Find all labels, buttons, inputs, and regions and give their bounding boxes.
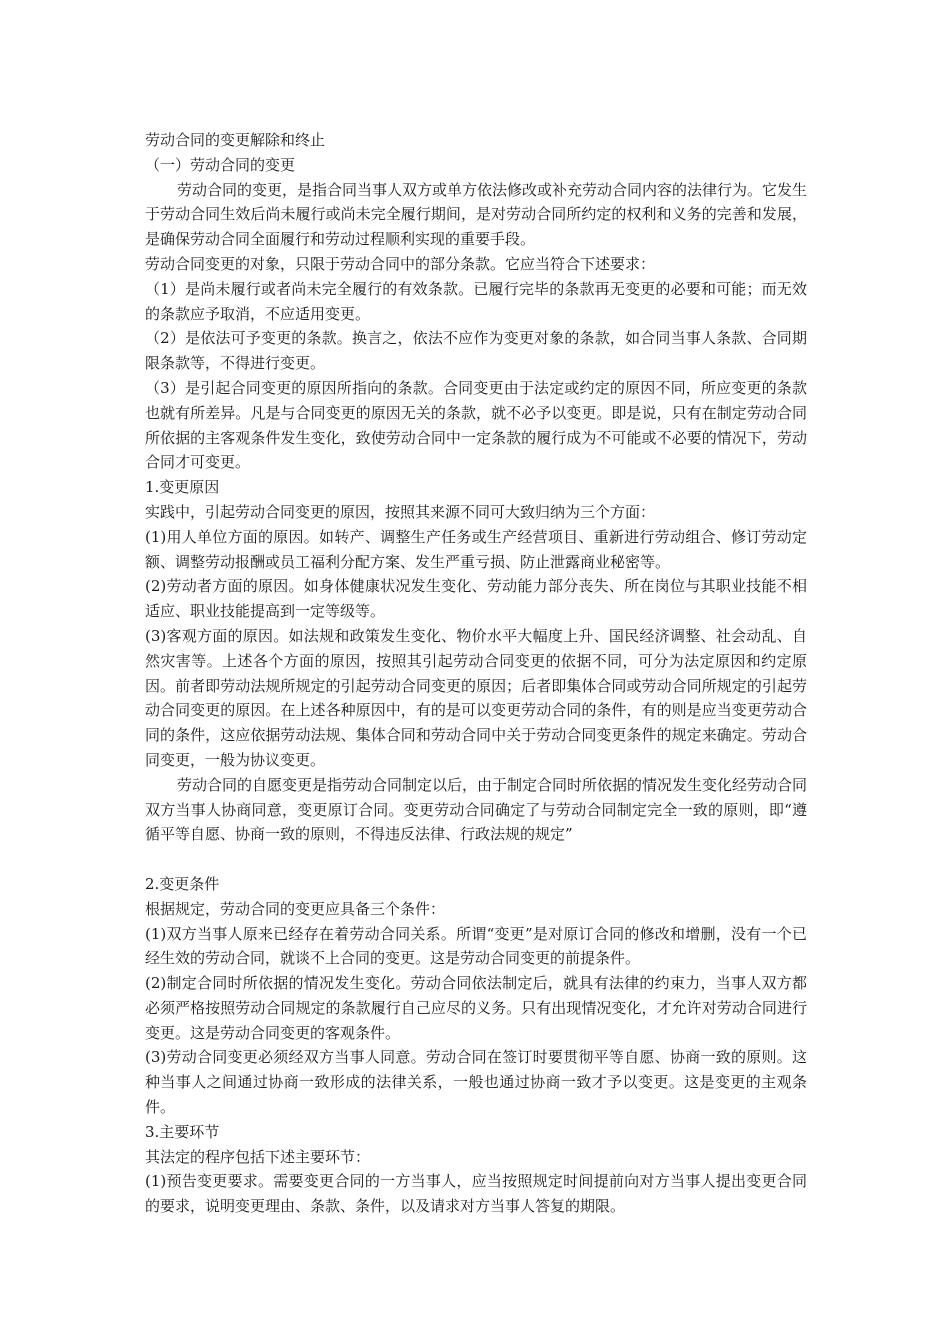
reason-item: (3)客观方面的原因。如法规和政策发生变化、物价水平大幅度上升、国民经济调整、社会动乱、自然灾害等。上述各个方面的原因，按照其引起劳动合同变更的依据不同，可分为法定原因和约定原因。前者即劳动法规所规定的引起劳动合同变更的原因；后者即集体合同或劳动合同所规定的引起劳动合同变更的原因。在上述各种原因中，有的是可以变更劳动合同的条件，有的则是应当变更劳动合同的条件，这应依据劳动法规、集体合同和劳动合同中关于劳动合同变更条件的规定来确定。劳动合同变更，一般为协议变更。	[145, 626, 807, 769]
condition-item: (2)制定合同时所依据的情况发生变化。劳动合同依法制定后，就具有法律的约束力，当事人双方都必须严格按照劳动合同规定的条款履行自己应尽的义务。只有出现情况变化，才允许对劳动合同进行变更。这是劳动合同变更的客观条件。	[145, 974, 807, 1042]
document-title: 劳动合同的变更解除和终止	[145, 131, 326, 149]
paragraph-steps-lead: 其法定的程序包括下述主要环节：	[145, 1147, 371, 1166]
reason-item: (2)劳动者方面的原因。如身体健康状况发生变化、劳动能力部分丧失、所在岗位与其职业技能不相适应、职业技能提高到一定等级等。	[145, 577, 807, 621]
document-body	[145, 128, 807, 1219]
requirement-item: （2）是依法可予变更的条款。换言之，依法不应作为变更对象的条款，如合同当事人条款、合同期限条款等，不得进行变更。	[145, 329, 807, 373]
paragraph-conditions-lead: 根据规定，劳动合同的变更应具备三个条件：	[145, 899, 446, 918]
reason-item: (1)用人单位方面的原因。如转产、调整生产任务或生产经营项目、重新进行劳动组合、修订劳动定额、调整劳动报酬或员工福利分配方案、发生严重亏损、防止泄露商业秘密等。	[145, 527, 807, 571]
paragraph-reasons-lead: 实践中，引起劳动合同变更的原因，按照其来源不同可大致归纳为三个方面：	[145, 502, 656, 521]
step-item: (1)预告变更要求。需要变更合同的一方当事人，应当按照规定时间提前向对方当事人提出变更合同的要求，说明变更理由、条款、条件，以及请求对方当事人答复的期限。	[145, 1172, 807, 1216]
subheading-reasons: 1.变更原因	[145, 478, 220, 497]
subheading-conditions: 2.变更条件	[145, 874, 220, 893]
subheading-steps: 3.主要环节	[145, 1122, 220, 1141]
section-heading: （一）劳动合同的变更	[145, 155, 296, 174]
condition-item: (3)劳动合同变更必须经双方当事人同意。劳动合同在签订时要贯彻平等自愿、协商一致的原则。这种当事人之间通过协商一致形成的法律关系，一般也通过协商一致才予以变更。这是变更的主观条件。	[145, 1048, 807, 1117]
condition-item: (1)双方当事人原来已经存在着劳动合同关系。所谓“变更”是对原订合同的修改和增删，没有一个已经生效的劳动合同，就谈不上合同的变更。这是劳动合同变更的前提条件。	[145, 924, 807, 968]
requirement-item: （1）是尚未履行或者尚未完全履行的有效条款。已履行完毕的条款再无变更的必要和可能；而无效的条款应予取消，不应适用变更。	[145, 279, 807, 323]
paragraph-object-lead: 劳动合同变更的对象，只限于劳动合同中的部分条款。它应当符合下述要求：	[145, 254, 656, 273]
blank-line	[145, 847, 807, 872]
paragraph-definition: 劳动合同的变更，是指合同当事人双方或单方依法修改或补充劳动合同内容的法律行为。它发生于劳动合同生效后尚未履行或尚未完全履行期间，是对劳动合同所约定的权利和义务的完善和发展，是确保劳动合同全面履行和劳动过程顺利实现的重要手段。	[145, 180, 808, 249]
requirement-item: （3）是引起合同变更的原因所指向的条款。合同变更由于法定或约定的原因不同，所应变更的条款也就有所差异。凡是与合同变更的原因无关的条款，就不必予以变更。即是说，只有在制定劳动合同所依据的主客观条件发生变化，致使劳动合同中一定条款的履行成为不可能或不必要的情况下，劳动合同才可变更。	[145, 378, 807, 472]
paragraph-voluntary-change: 劳动合同的自愿变更是指劳动合同制定以后，由于制定合同时所依据的情况发生变化经劳动合同双方当事人协商同意，变更原订合同。变更劳动合同确定了与劳动合同制定完全一致的原则，即“遵循平等自愿、协商一致的原则，不得违反法律、行政法规的规定”	[145, 775, 808, 844]
